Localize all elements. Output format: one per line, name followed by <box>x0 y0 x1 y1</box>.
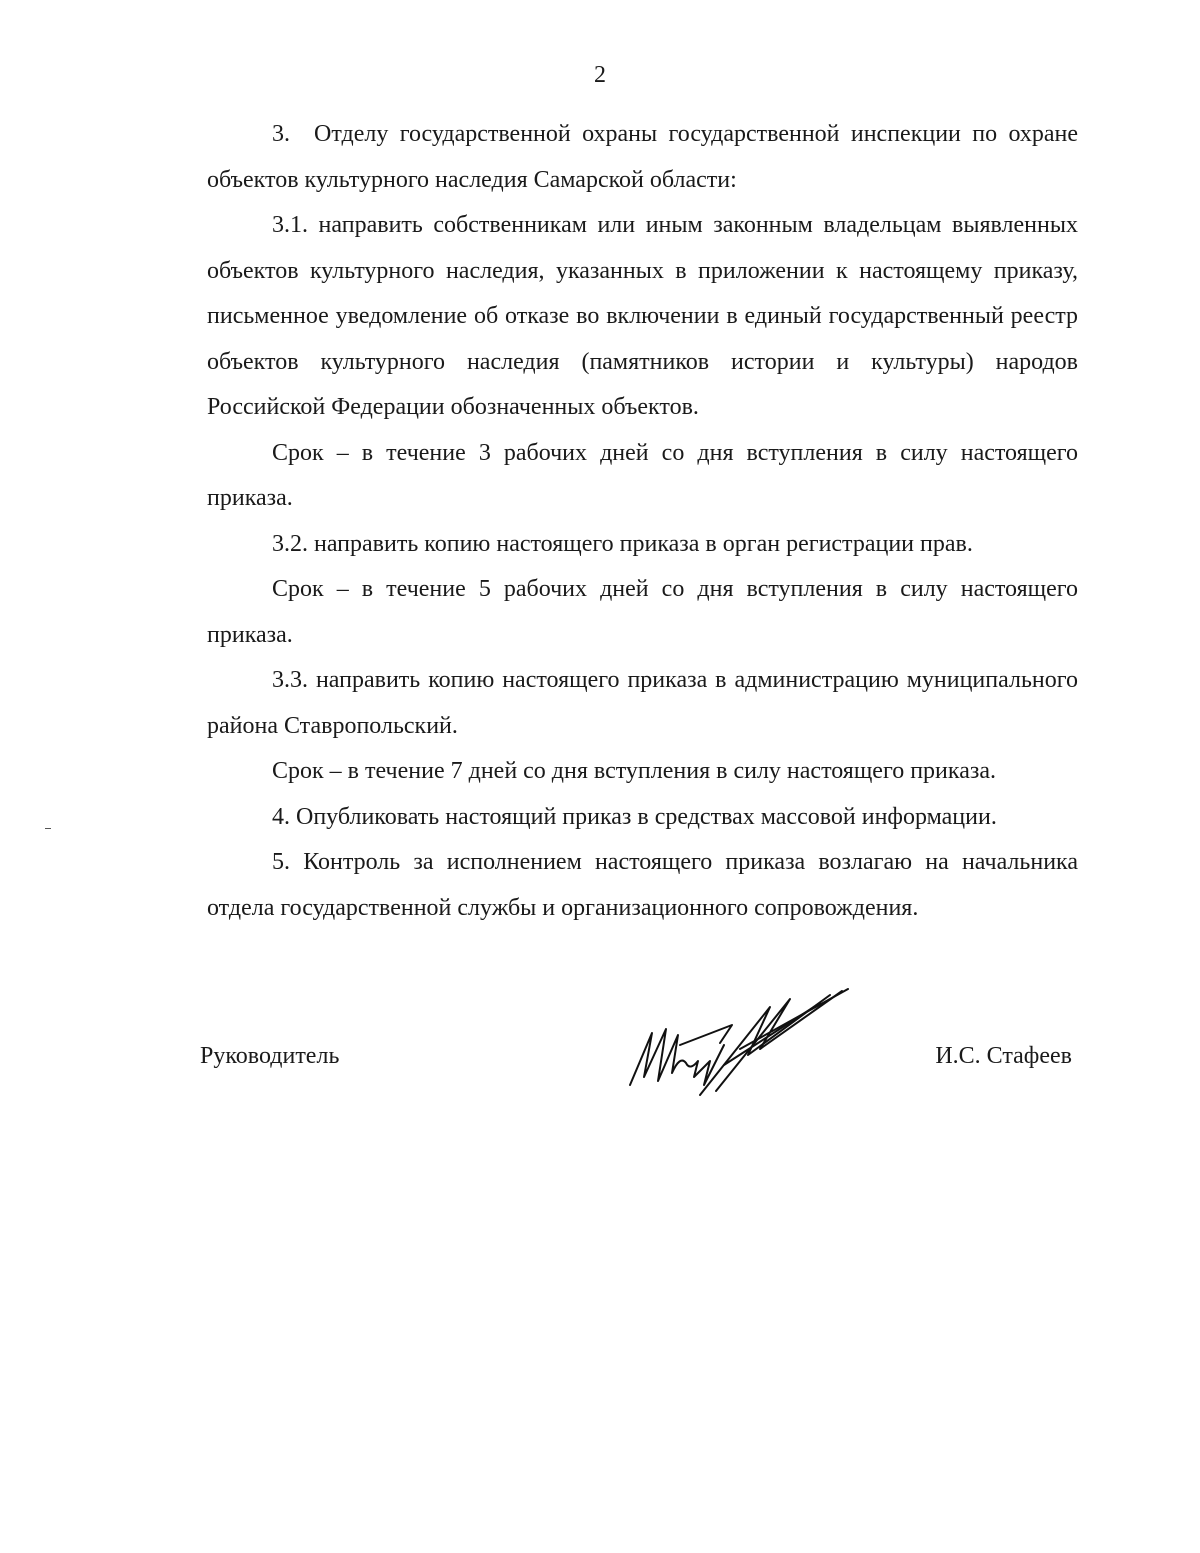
handwritten-signature <box>620 985 855 1105</box>
paragraph-3-3: 3.3. направить копию настоящего приказа в администрацию муниципального района Ставропольский. <box>207 667 1078 739</box>
paragraph-5: 5. Контроль за исполнением настоящего приказа возлагаю на начальника отдела государственной службы и организационного сопровождения. <box>207 849 1078 921</box>
paragraph-3: 3. Отделу государственной охраны государственной инспекции по охране объектов культурного наследия Самарской области: <box>207 121 1078 193</box>
page-number: 2 <box>594 62 606 88</box>
paragraph-3-2-term: Срок – в течение 5 рабочих дней со дня вступления в силу настоящего приказа. <box>207 576 1078 648</box>
document-body <box>207 112 1078 931</box>
paragraph-3-1-term: Срок – в течение 3 рабочих дней со дня вступления в силу настоящего приказа. <box>207 439 1078 511</box>
paragraph-3-3-term: Срок – в течение 7 дней со дня вступления в силу настоящего приказа. <box>272 758 996 784</box>
paragraph-3-1: 3.1. направить собственникам или иным законным владельцам выявленных объектов культурного наследия, указанных в приложении к настоящему приказу, письменное уведомление об отказе во включении в единый государственный реестр объектов культурного наследия (памятников истории и культуры) народов Российской Федерации обозначенных объектов. <box>207 212 1078 420</box>
signatory-title: Руководитель <box>200 1043 340 1069</box>
paragraph-3-2: 3.2. направить копию настоящего приказа в орган регистрации прав. <box>272 530 973 557</box>
signatory-name: И.С. Стафеев <box>935 1043 1072 1069</box>
margin-mark <box>45 828 51 829</box>
paragraph-4: 4. Опубликовать настоящий приказ в средствах массовой информации. <box>272 803 997 830</box>
